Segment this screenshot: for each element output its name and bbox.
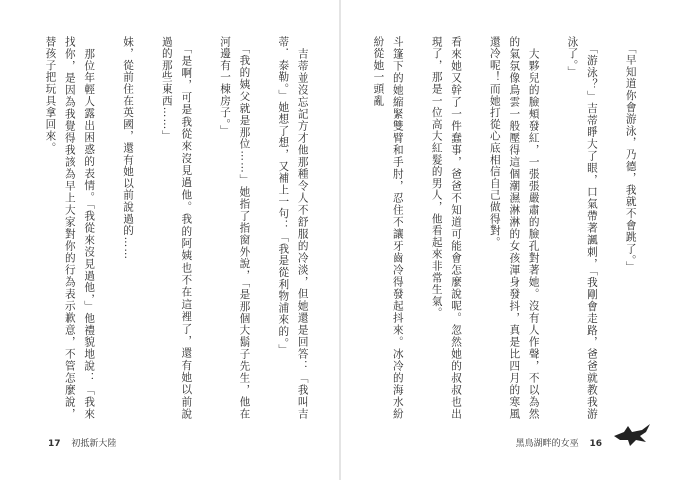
right-footer [516,436,610,449]
left-footer [40,436,116,449]
left-page-number: 17 [48,439,61,449]
right-running-title: 黑鳥湖畔的女巫 [515,439,579,449]
left-page [40,36,312,420]
right-page [368,36,644,420]
left-running-title: 初抵新大陸 [71,439,117,449]
page-gutter [339,0,341,480]
blackbird-icon [612,420,652,450]
left-page-body-text: 吉蒂並沒忘記方才他那種令人不舒服的冷淡，但她還是回答：「我叫吉蒂．泰勒。」她想了想，又補上一句：「我是從利物浦來的。」 「我的姨父就是那位……」她指了指窗外說，「是那個大鬍子先生，他在河邊有一棟房子。」 「是啊，可是我從來沒見過他。我的阿姨也不在這裡了，還有她以前說過的那些東西……」 妹，從前住在英國，還有她以前說過的…… 那位年輕人露出困惑的表情。「我從來沒見過他，」他禮貌地說：「我來找你，是因為我覺得我該為早上大家對你的行為表示歉意，不管怎麼說，替孩子把玩具拿回來。 [44,36,309,420]
right-page-body-text: 「早知道你會游泳，乃德，我就不會跳了。」 「游泳？」吉蒂睜大了眼，口氣帶著諷刺，「我剛會走路，爸爸就教我游泳了。」 大夥兒的臉頰發紅，一張張嚴肅的臉孔對著她。沒有人作聲，不以為然的氣氛像鳥雲一般壓得這個潮濕淋淋的女孩渾身發抖，真是比四月的寒風還冷呢！而她打從心底相信自己做得對。 看來她又幹了一件蠢事，爸爸不知道可能會怎麼說呢。忽然她的叔叔也出現了，那是一位高大紅髮的男人，他看起來非常生氣。 斗篷下的她縮緊雙臂和手肘，忍住不讓牙齒冷得發起抖來。冰冷的海水紛紛從她一頭亂 [372,36,637,420]
right-page-number: 16 [589,439,602,449]
